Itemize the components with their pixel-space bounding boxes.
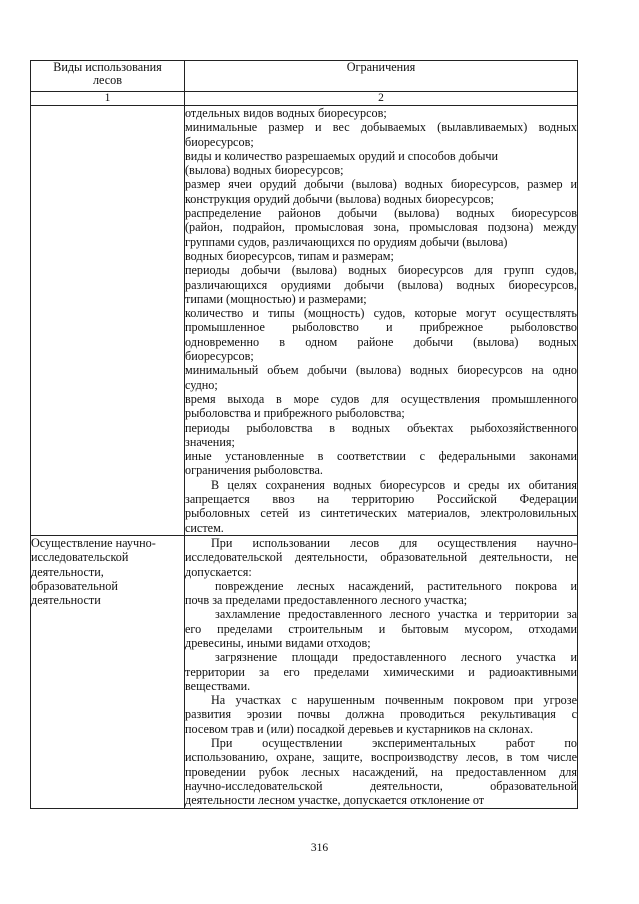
text-line: рыболовных сетей из синтетических материалов, электроловильных [185,506,577,521]
text-line: распределение районов добычи (вылова) водных биоресурсов [185,206,577,221]
text-line: (район, подрайон, промысловая зона, промысловая подзона) между [185,220,577,235]
text-line: использованию, охране, защите, воспроизводству лесов, в том числе [185,750,577,765]
text-line: минимальный объем добычи (вылова) водных биоресурсов на одно [185,363,577,378]
forest-use-type-line: Осуществление научно- [31,535,156,550]
header-forest-use-types [31,61,185,92]
text-line: древесины, иными видами отходов; [185,635,371,650]
forest-use-restrictions-table [30,60,578,809]
text-line: почв за пределами предоставленного лесного участка; [185,593,468,608]
text-line: судно; [185,377,218,392]
text-line: биоресурсов; [185,349,254,364]
page-number: 316 [310,842,329,854]
text-line: загрязнение площади предоставленного лесного участка и [215,650,577,665]
header-restrictions: Ограничения [185,61,578,92]
forest-use-type-line: деятельности [31,593,101,608]
text-line: (вылова) водных биоресурсов; [185,163,344,178]
text-line: допускается: [185,564,252,579]
text-line: проведении рубок лесных насаждений, на предоставленном для [185,764,577,779]
forest-use-type-line: образовательной [31,578,118,593]
header-col1-line: Виды использования [53,60,162,74]
text-line: веществами. [185,678,251,693]
text-line: группами судов, различающихся по орудиям добычи (вылова) [185,234,508,249]
table-header-row [31,61,578,92]
text-line: водных биоресурсов, типам и размерам; [185,248,394,263]
table-row [31,106,578,536]
column-number-2: 2 [185,92,578,106]
text-line: промышленное рыболовство и прибрежное рыболовство [185,320,577,335]
text-line: На участках с нарушенным почвенным покровом при угрозе [211,693,577,708]
forest-use-type-line: деятельности, [31,564,104,579]
text-line: значения; [185,434,235,449]
text-line: его пределами строительным и бытовым мусором, отходами [185,621,577,636]
header-col1-line: лесов [92,73,123,87]
text-line: запрещается ввоз на территорию Российской Федерации [185,492,577,507]
text-line: типами (мощностью) и размерами; [185,291,367,306]
text-line: конструкция орудий добычи (вылова) водных биоресурсов; [185,191,494,206]
text-line: повреждение лесных насаждений, растительного покрова и [215,578,577,593]
text-line: деятельности лесном участке, допускается отклонение от [185,793,485,808]
text-line: исследовательской деятельности, образовательной деятельности, не [185,550,577,565]
text-line: виды и количество разрешаемых орудий и способов добычи [185,148,499,163]
text-line: При осуществлении экспериментальных работ по [211,736,577,751]
text-line: отдельных видов водных биоресурсов; [185,106,387,120]
text-line: минимальные размер и вес добываемых (вылавливаемых) водных [185,120,577,135]
forest-use-type-cell [31,535,185,808]
text-line: систем. [185,520,224,535]
text-line: научно-исследовательской деятельности, образовательной [185,778,577,793]
table-row [31,535,578,808]
restrictions-cell [185,106,578,536]
text-line: развития эрозии почвы должна проводиться рекультивация с [185,707,577,722]
column-number-row [31,92,578,106]
text-line: периоды рыболовства в водных объектах рыбохозяйственного [185,420,577,435]
restrictions-cell [185,535,578,808]
text-line: захламление предоставленного лесного участка и территории за [215,607,577,622]
forest-use-type-cell [31,106,185,536]
text-line: размер ячеи орудий добычи (вылова) водных биоресурсов, размер и [185,177,577,192]
text-line: территории за его пределами химическими и радиоактивными [185,664,577,679]
text-line: посевом трав и (или) посадкой деревьев и кустарников на склонах. [185,721,534,736]
text-line: время выхода в море судов для осуществления промышленного [185,391,577,406]
text-line: ограничения рыболовства. [185,463,323,478]
text-line: В целях сохранения водных биоресурсов и среды их обитания [211,477,577,492]
text-line: различающихся орудиями добычи (вылова) водных биоресурсов, [185,277,577,292]
text-line: количество и типы (мощность) судов, которые могут осуществлять [185,306,577,321]
column-number-1: 1 [31,92,185,106]
text-line: биоресурсов; [185,134,254,149]
forest-use-type-line: исследовательской [31,550,129,565]
text-line: рыболовства и прибрежного рыболовства; [185,406,405,421]
text-line: одновременно в одном районе добычи (вылова) водных [185,334,577,349]
text-line: При использовании лесов для осуществления научно- [211,535,577,550]
text-line: периоды добычи (вылова) водных биоресурсов для групп судов, [185,263,577,278]
text-line: иные установленные в соответствии с федеральными законами [185,449,577,464]
